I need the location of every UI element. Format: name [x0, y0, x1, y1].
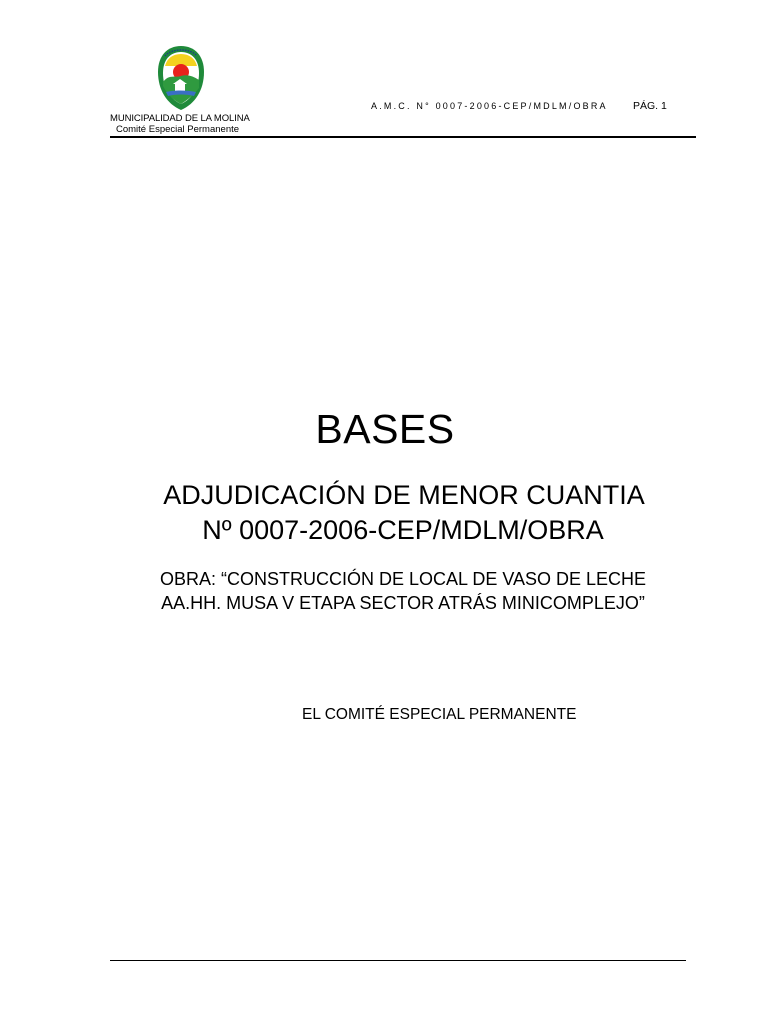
page-number: PÁG. 1	[633, 100, 667, 112]
organization-name: MUNICIPALIDAD DE LA MOLINA	[110, 113, 250, 124]
document-reference: A.M.C. N° 0007-2006-CEP/MDLM/OBRA	[371, 101, 608, 111]
project-line-2: AA.HH. MUSA V ETAPA SECTOR ATRÁS MINICOMPLEJO”	[161, 593, 645, 613]
footer-divider	[110, 960, 686, 961]
municipal-seal-icon	[153, 42, 209, 112]
header-divider	[110, 136, 696, 138]
subtitle-line-1: ADJUDICACIÓN DE MENOR CUANTIA	[163, 480, 645, 510]
committee-signature: EL COMITÉ ESPECIAL PERMANENTE	[302, 706, 577, 723]
document-title: BASES	[315, 406, 455, 452]
organization-subtitle: Comité Especial Permanente	[116, 124, 240, 135]
project-line-1: OBRA: “CONSTRUCCIÓN DE LOCAL DE VASO DE LECHE	[159, 569, 647, 589]
subtitle-line-2: Nº 0007-2006-CEP/MDLM/OBRA	[202, 515, 604, 545]
